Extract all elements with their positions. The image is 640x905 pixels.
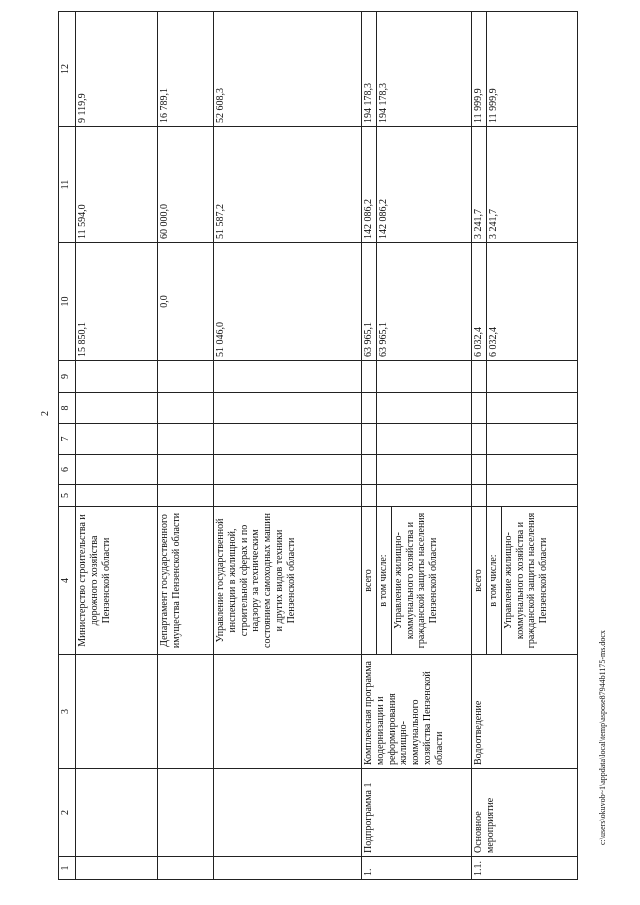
header-cell: 8: [59, 393, 76, 424]
table-cell: [214, 424, 362, 455]
table-cell: [487, 485, 578, 507]
table-cell: [214, 857, 362, 880]
program-name-cell: Водоотведение: [472, 655, 578, 769]
table-cell: [362, 455, 377, 485]
value-cell: 11 999,9: [472, 12, 487, 127]
footer-file-path: c:\users\okuvob~1\appdata\local\temp\aspose87944b1175-ms.docx: [598, 630, 607, 845]
table-row: [158, 12, 214, 880]
value-cell: 6 032,4: [487, 243, 578, 361]
value-cell: 51 046,0: [214, 243, 362, 361]
executor-name: Управление жилищно-коммунального хозяйства и гражданской защиты населения Пензенской области: [391, 507, 440, 654]
row-number-cell: 1.: [362, 857, 472, 880]
row-number-cell: 1.1.: [472, 857, 578, 880]
value-cell: 142 086,2: [362, 127, 377, 243]
table-cell: [76, 857, 158, 880]
table-cell: [472, 393, 487, 424]
budget-table-sheet: [58, 12, 578, 880]
table-row: [76, 12, 158, 880]
table-cell: [377, 361, 472, 393]
including-label: в том числе:: [378, 554, 389, 607]
table-cell: [76, 655, 158, 769]
value-cell: 15 850,1: [76, 243, 158, 361]
executor-total-cell: всего: [472, 507, 487, 655]
table-cell: [377, 455, 472, 485]
header-cell: 3: [59, 655, 76, 769]
header-cell: 11: [59, 127, 76, 243]
table-cell: [362, 361, 377, 393]
table-cell: [158, 485, 214, 507]
table-cell: [377, 485, 472, 507]
table-cell: [362, 393, 377, 424]
header-cell: 10: [59, 243, 76, 361]
header-cell: 12: [59, 12, 76, 127]
program-type-cell: Подпрограмма 1: [362, 769, 472, 857]
table-cell: [158, 424, 214, 455]
program-type-cell: Основное мероприятие: [472, 769, 578, 857]
header-cell: 5: [59, 485, 76, 507]
table-cell: [472, 455, 487, 485]
executor-name: Управление жилищно-коммунального хозяйства и гражданской защиты населения Пензенской области: [501, 507, 550, 654]
header-cell: 1: [59, 857, 76, 880]
value-cell: 63 965,1: [362, 243, 377, 361]
table-cell: [158, 769, 214, 857]
value-cell: 194 178,3: [377, 12, 472, 127]
table-cell: [76, 455, 158, 485]
table-cell: [76, 485, 158, 507]
table-cell: [377, 424, 472, 455]
value-cell: 194 178,3: [362, 12, 377, 127]
executor-cell: [487, 507, 578, 655]
value-cell: 11 999,9: [487, 12, 578, 127]
table-cell: [362, 424, 377, 455]
executor-total-cell: всего: [362, 507, 377, 655]
table-cell: [214, 361, 362, 393]
table-cell: [158, 455, 214, 485]
table-cell: [158, 393, 214, 424]
table-cell: [214, 393, 362, 424]
budget-table: [58, 11, 578, 880]
table-cell: [76, 424, 158, 455]
value-cell: 52 608,3: [214, 12, 362, 127]
executor-cell: Департамент государственного имущества Пензенской области: [158, 507, 214, 655]
value-cell: 60 000,0: [158, 127, 214, 243]
value-cell: 9 119,9: [76, 12, 158, 127]
table-cell: [76, 769, 158, 857]
value-cell: 6 032,4: [472, 243, 487, 361]
value-cell: 63 965,1: [377, 243, 472, 361]
value-cell: 142 086,2: [377, 127, 472, 243]
table-cell: [214, 455, 362, 485]
table-row: [214, 12, 362, 880]
including-label: в том числе:: [488, 554, 499, 607]
header-cell: 4: [59, 507, 76, 655]
value-cell: 11 594,0: [76, 127, 158, 243]
header-cell: 7: [59, 424, 76, 455]
header-cell: 2: [59, 769, 76, 857]
table-cell: [472, 424, 487, 455]
table-cell: [487, 424, 578, 455]
table-cell: [377, 393, 472, 424]
table-cell: [487, 455, 578, 485]
table-cell: [158, 857, 214, 880]
header-cell: 9: [59, 361, 76, 393]
table-cell: [158, 361, 214, 393]
page-number: 2: [40, 411, 51, 416]
executor-cell: [377, 507, 472, 655]
table-row: [362, 12, 377, 880]
table-cell: [76, 393, 158, 424]
table-cell: [214, 485, 362, 507]
value-cell: 51 587,2: [214, 127, 362, 243]
table-cell: [362, 485, 377, 507]
header-row: [59, 12, 76, 880]
table-cell: [472, 485, 487, 507]
executor-cell: Министерство строительства и дорожного хозяйства Пензенской области: [76, 507, 158, 655]
table-cell: [214, 769, 362, 857]
program-name-cell: Комплексная программа модернизации и реформирования жилищно-коммунального хозяйства Пензенской области: [362, 655, 472, 769]
value-cell: 3 241,7: [472, 127, 487, 243]
value-cell: 0,0: [158, 243, 214, 361]
table-cell: [487, 393, 578, 424]
table-cell: [487, 361, 578, 393]
value-cell: 16 789,1: [158, 12, 214, 127]
table-cell: [214, 655, 362, 769]
header-cell: 6: [59, 455, 76, 485]
value-cell: 3 241,7: [487, 127, 578, 243]
table-cell: [76, 361, 158, 393]
table-cell: [472, 361, 487, 393]
table-row: [472, 12, 487, 880]
executor-cell: Управление государственной инспекции в жилищной, строительной сферах и по надзору за техническим состоянием самоходных машин и других видов техники Пензенской области: [214, 507, 362, 655]
table-cell: [158, 655, 214, 769]
